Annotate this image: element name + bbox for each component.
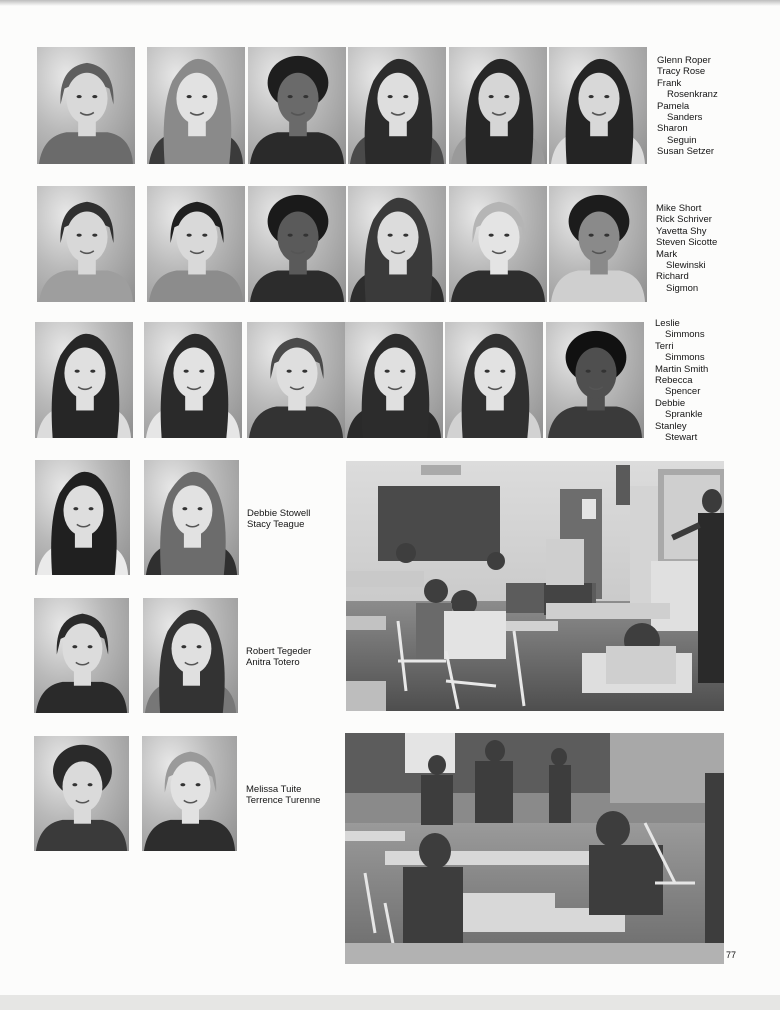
student-portrait [549, 47, 647, 164]
student-name-continued: Stewart [665, 432, 698, 444]
student-portrait [345, 322, 443, 438]
student-name: Debbie [655, 397, 686, 409]
student-portrait [449, 186, 547, 302]
student-name: Terri [655, 340, 674, 352]
student-name: Mike Short [656, 203, 702, 214]
student-portrait [37, 186, 135, 302]
student-portrait [348, 186, 446, 302]
student-portrait [348, 47, 446, 164]
caption-block-row-5 [246, 646, 311, 669]
student-name: Frank [657, 77, 682, 89]
student-name-continued: Slewinski [666, 260, 706, 272]
student-name-continued: Sprankle [665, 409, 703, 421]
student-name: Mark [656, 248, 678, 260]
student-name-continued: Seguin [667, 134, 697, 146]
student-portrait [248, 47, 346, 164]
student-portrait [37, 47, 135, 164]
student-name: Glenn Roper [657, 55, 711, 66]
student-portrait [449, 47, 547, 164]
student-name: Melissa Tuite [246, 784, 302, 795]
page-number: 77 [726, 950, 737, 960]
student-portrait [35, 460, 130, 575]
student-name: Debbie Stowell [247, 508, 311, 519]
caption-block-row-2 [656, 203, 717, 294]
student-name: Stacy Teague [247, 519, 305, 531]
student-name: Stanley [655, 420, 687, 432]
caption-block-row-4 [247, 508, 310, 531]
student-name: Steven Sicotte [656, 237, 718, 249]
student-portrait [34, 736, 129, 851]
student-portrait [34, 598, 129, 713]
caption-block-row-1 [657, 55, 718, 158]
student-portrait [144, 460, 239, 575]
student-name-continued: Simmons [665, 329, 705, 341]
student-name: Rick Schriver [656, 214, 712, 226]
page-bottom-edge [0, 995, 780, 1010]
student-name: Rebecca [655, 375, 693, 387]
student-name-continued: Sigmon [666, 282, 699, 294]
student-portrait [445, 322, 543, 438]
cafeteria-photo [345, 733, 724, 964]
student-name: Yavetta Shy [656, 225, 707, 237]
student-name: Pamela [657, 100, 690, 112]
student-name-continued: Spencer [665, 386, 701, 398]
student-name: Robert Tegeder [246, 646, 312, 657]
student-portrait [248, 186, 346, 302]
student-portrait [549, 186, 647, 302]
student-name: Richard [656, 271, 689, 283]
student-portrait [142, 736, 237, 851]
caption-block-row-6 [246, 784, 320, 807]
student-portrait [147, 186, 245, 302]
student-portrait [144, 322, 242, 438]
student-name: Tracy Rose [657, 66, 706, 78]
student-portrait [546, 322, 644, 438]
student-portrait [143, 598, 238, 713]
student-name: Leslie [655, 318, 680, 329]
student-name: Martin Smith [655, 363, 709, 375]
student-name-continued: Sanders [667, 112, 703, 124]
student-name: Anitra Totero [246, 657, 300, 669]
student-name-continued: Simmons [665, 352, 705, 364]
student-portrait [35, 322, 133, 438]
student-name-continued: Rosenkranz [667, 89, 718, 101]
caption-block-row-3 [655, 318, 708, 443]
student-portrait [247, 322, 345, 438]
student-name: Sharon [657, 123, 688, 135]
page-top-edge [0, 0, 780, 6]
student-name: Terrence Turenne [246, 795, 321, 807]
student-portrait [147, 47, 245, 164]
student-name: Susan Setzer [657, 146, 715, 158]
classroom-photo [346, 461, 724, 711]
